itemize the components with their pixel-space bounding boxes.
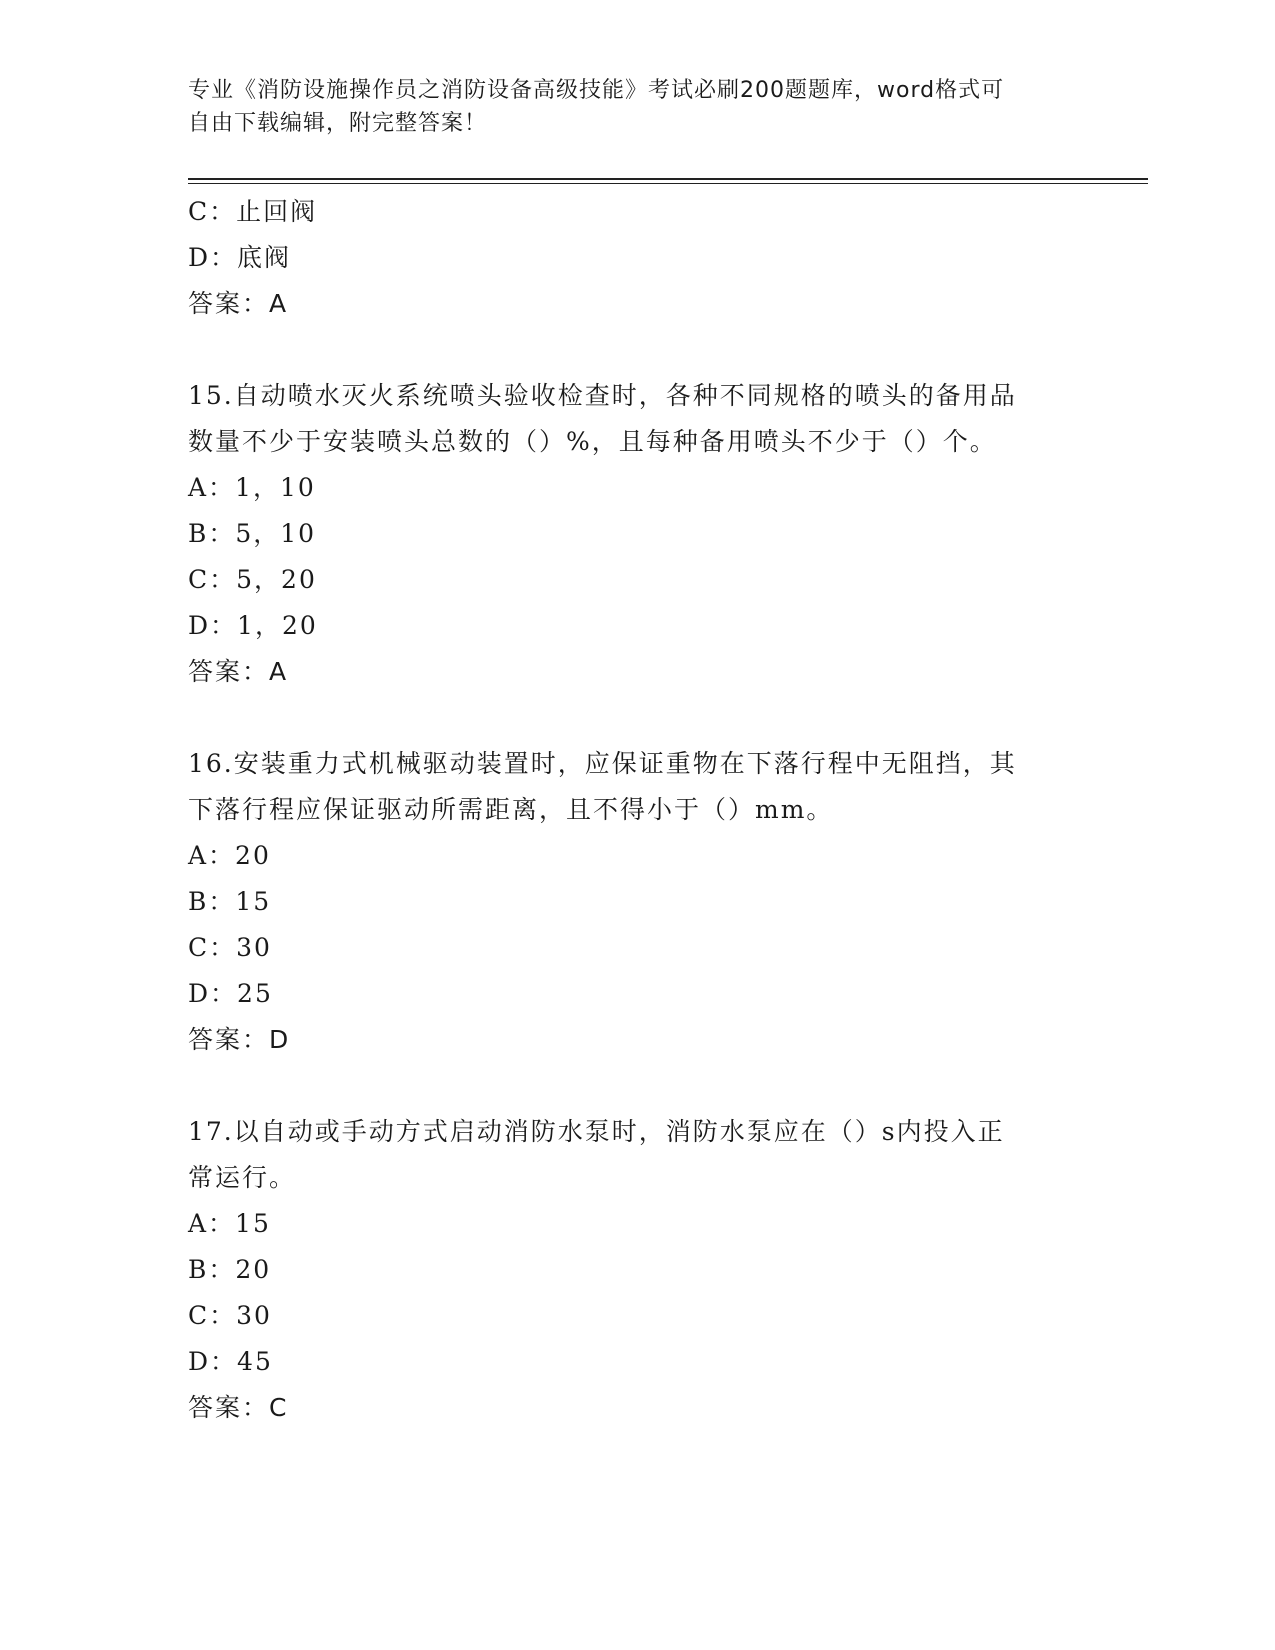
question-text: 数量不少于安装喷头总数的（）%，且每种备用喷头不少于（）个。: [188, 427, 997, 456]
option: A：20: [188, 841, 271, 870]
option: B：20: [188, 1255, 272, 1284]
question-text: 16.安装重力式机械驱动装置时，应保证重物在下落行程中无阻挡，其: [188, 749, 1017, 778]
question-17: [188, 1109, 1088, 1431]
option: D：25: [188, 979, 273, 1008]
option: C：30: [188, 933, 272, 962]
question-list: [188, 189, 1088, 1431]
option: A：15: [188, 1209, 271, 1238]
question-text: 下落行程应保证驱动所需距离，且不得小于（）mm。: [188, 795, 834, 824]
question-text: 17.以自动或手动方式启动消防水泵时，消防水泵应在（）s内投入正: [188, 1117, 1005, 1146]
answer: 答案：A: [188, 289, 289, 318]
answer: 答案：C: [188, 1393, 289, 1422]
option: C：止回阀: [188, 197, 318, 226]
option: A：1，10: [188, 473, 316, 502]
header-title-line-1: 专业《消防设施操作员之消防设备高级技能》考试必刷200题题库，word格式可: [188, 78, 1005, 103]
header-divider-thick: [188, 178, 1148, 180]
option: C：5，20: [188, 565, 317, 594]
spacer: [188, 327, 1088, 373]
question-16: [188, 741, 1088, 1063]
question-text: 15.自动喷水灭火系统喷头验收检查时，各种不同规格的喷头的备用品: [188, 381, 1017, 410]
option: D：底阀: [188, 243, 292, 272]
answer: 答案：A: [188, 657, 289, 686]
option: C：30: [188, 1301, 272, 1330]
question-text: 常运行。: [188, 1163, 297, 1192]
document-header: [188, 74, 1088, 140]
header-title-line-2: 自由下载编辑，附完整答案！: [188, 111, 488, 136]
answer: 答案：D: [188, 1025, 291, 1054]
spacer: [188, 1063, 1088, 1109]
question-14-continued: [188, 189, 1088, 327]
option: D：45: [188, 1347, 273, 1376]
option: D：1，20: [188, 611, 318, 640]
option: B：5，10: [188, 519, 317, 548]
option: B：15: [188, 887, 272, 916]
spacer: [188, 695, 1088, 741]
question-15: [188, 373, 1088, 695]
header-divider-thin: [188, 183, 1148, 184]
